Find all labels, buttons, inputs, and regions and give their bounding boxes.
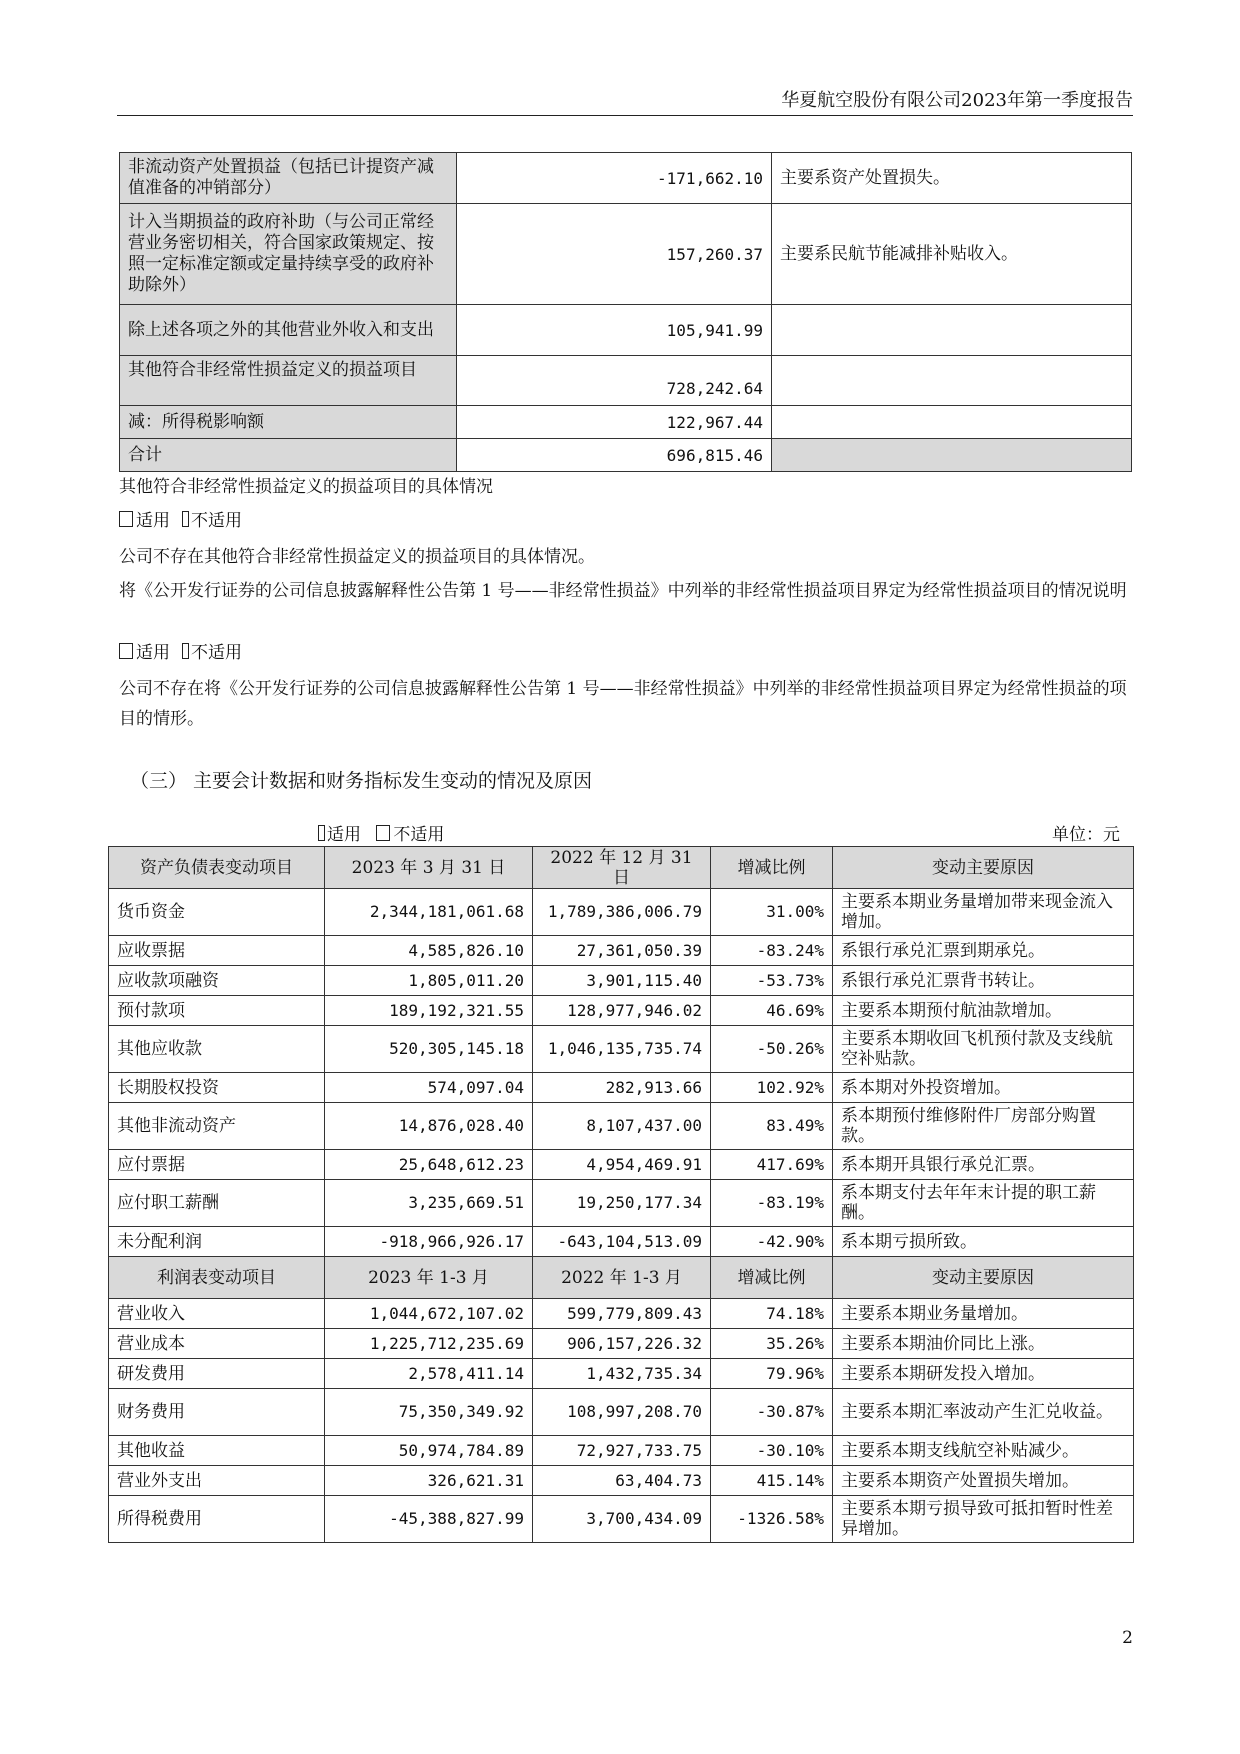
current-value-cell: 189,192,321.55 [325,996,533,1026]
current-value-cell: 50,974,784.89 [325,1436,533,1466]
change-ratio-cell: -30.10% [711,1436,833,1466]
item-cell: 其他符合非经常性损益定义的损益项目 [120,356,457,406]
item-cell: 除上述各项之外的其他营业外收入和支出 [120,305,457,356]
header-cell: 利润表变动项目 [109,1257,325,1299]
change-ratio-cell: 102.92% [711,1073,833,1103]
current-value-cell: -45,388,827.99 [325,1496,533,1543]
header-rule [117,115,1133,116]
current-value-cell: -918,966,926.17 [325,1227,533,1257]
item-cell: 营业成本 [109,1329,325,1359]
table-row [120,204,1132,305]
change-ratio-cell: -83.24% [711,936,833,966]
change-ratio-cell: 46.69% [711,996,833,1026]
change-ratio-cell: 83.49% [711,1103,833,1150]
reason-cell: 主要系本期预付航油款增加。 [833,996,1134,1026]
reason-cell: 主要系本期汇率波动产生汇兑收益。 [833,1389,1134,1436]
item-cell: 计入当期损益的政府补助（与公司正常经营业务密切相关，符合国家政策规定、按照一定标准定额或定量持续享受的政府补助除外） [120,204,457,305]
item-cell: 货币资金 [109,889,325,936]
header-cell: 2023 年 3 月 31 日 [325,847,533,889]
item-cell: 合计 [120,439,457,472]
checkbox-not-applicable[interactable] [182,643,189,659]
prior-value-cell: 1,432,735.34 [533,1359,711,1389]
prior-value-cell: 4,954,469.91 [533,1150,711,1180]
table-row [109,889,1134,936]
table-row [109,1073,1134,1103]
note-cell: 主要系民航节能减排补贴收入。 [772,204,1132,305]
table-row [120,153,1132,204]
prior-value-cell: 3,901,115.40 [533,966,711,996]
reason-cell: 主要系本期研发投入增加。 [833,1359,1134,1389]
prior-value-cell: 599,779,809.43 [533,1299,711,1329]
item-cell: 财务费用 [109,1389,325,1436]
prior-value-cell: 63,404.73 [533,1466,711,1496]
amount-cell: 696,815.46 [457,439,772,472]
item-cell: 应付职工薪酬 [109,1180,325,1227]
prior-value-cell: 108,997,208.70 [533,1389,711,1436]
report-header: 华夏航空股份有限公司2023年第一季度报告 [781,90,1133,111]
change-ratio-cell: 415.14% [711,1466,833,1496]
table-row [109,1436,1134,1466]
table-row [120,406,1132,439]
prior-value-cell: 27,361,050.39 [533,936,711,966]
reason-cell: 主要系本期亏损导致可抵扣暂时性差异增加。 [833,1496,1134,1543]
header-cell: 2022 年 1-3 月 [533,1257,711,1299]
prior-value-cell: 8,107,437.00 [533,1103,711,1150]
note-cell [772,305,1132,356]
change-ratio-cell: 417.69% [711,1150,833,1180]
table-row [120,356,1132,406]
option-label: 不适用 [191,511,242,531]
reason-cell: 主要系本期业务量增加带来现金流入增加。 [833,889,1134,936]
change-ratio-cell: -83.19% [711,1180,833,1227]
table-row [109,1389,1134,1436]
table-row [109,1359,1134,1389]
table-row [109,1329,1134,1359]
current-value-cell: 326,621.31 [325,1466,533,1496]
checkbox-not-applicable[interactable] [182,511,189,527]
section-title: （三） 主要会计数据和财务指标发生变动的情况及原因 [130,770,593,792]
current-value-cell: 2,578,411.14 [325,1359,533,1389]
item-cell: 应付票据 [109,1150,325,1180]
reason-cell: 系本期预付维修附件厂房部分购置款。 [833,1103,1134,1150]
prior-value-cell: 72,927,733.75 [533,1436,711,1466]
prior-value-cell: -643,104,513.09 [533,1227,711,1257]
table-header-row [109,1257,1134,1299]
change-ratio-cell: -53.73% [711,966,833,996]
reason-cell: 主要系本期资产处置损失增加。 [833,1466,1134,1496]
page-number: 2 [1122,1628,1133,1648]
item-cell: 营业收入 [109,1299,325,1329]
header-cell: 变动主要原因 [833,1257,1134,1299]
note-cell [772,406,1132,439]
item-cell: 其他应收款 [109,1026,325,1073]
item-cell: 营业外支出 [109,1466,325,1496]
current-value-cell: 4,585,826.10 [325,936,533,966]
item-cell: 其他收益 [109,1436,325,1466]
table-row [109,1150,1134,1180]
item-cell: 研发费用 [109,1359,325,1389]
checkbox-applicable[interactable] [119,643,133,659]
amount-cell: -171,662.10 [457,153,772,204]
checkbox-not-applicable[interactable] [376,825,390,841]
note-cell [772,356,1132,406]
unit-label: 单位：元 [1052,825,1120,845]
change-ratio-cell: -42.90% [711,1227,833,1257]
reason-cell: 系本期支付去年年末计提的职工薪酬。 [833,1180,1134,1227]
table-row [109,1466,1134,1496]
change-ratio-cell: 31.00% [711,889,833,936]
prior-value-cell: 128,977,946.02 [533,996,711,1026]
table-header-row [109,847,1134,889]
current-value-cell: 3,235,669.51 [325,1180,533,1227]
amount-cell: 105,941.99 [457,305,772,356]
option-label: 适用 [136,511,170,531]
option-label: 不适用 [393,825,445,845]
prior-value-cell: 19,250,177.34 [533,1180,711,1227]
table-row [120,305,1132,356]
item-cell: 非流动资产处置损益（包括已计提资产减值准备的冲销部分） [120,153,457,204]
applicable-options [318,820,444,845]
table-row [109,996,1134,1026]
table-row [109,1299,1134,1329]
checkbox-applicable[interactable] [318,825,325,841]
change-ratio-cell: -1326.58% [711,1496,833,1543]
item-cell: 未分配利润 [109,1227,325,1257]
change-table [108,846,1134,1543]
paragraph: 公司不存在将《公开发行证券的公司信息披露解释性公告第 1 号——非经常性损益》中列举的非经常性损益项目界定为经常性损益的项目的情形。 [119,679,1127,729]
amount-cell: 157,260.37 [457,204,772,305]
prior-value-cell: 282,913.66 [533,1073,711,1103]
change-ratio-cell: 79.96% [711,1359,833,1389]
table-row [109,936,1134,966]
header-cell: 增减比例 [711,1257,833,1299]
amount-cell: 728,242.64 [457,356,772,406]
current-value-cell: 25,648,612.23 [325,1150,533,1180]
reason-cell: 主要系本期业务量增加。 [833,1299,1134,1329]
header-cell: 资产负债表变动项目 [109,847,325,889]
option-label: 适用 [136,643,170,663]
item-cell: 应收款项融资 [109,966,325,996]
reason-cell: 系本期开具银行承兑汇票。 [833,1150,1134,1180]
item-cell: 预付款项 [109,996,325,1026]
reason-cell: 主要系本期收回飞机预付款及支线航空补贴款。 [833,1026,1134,1073]
change-ratio-cell: 74.18% [711,1299,833,1329]
current-value-cell: 14,876,028.40 [325,1103,533,1150]
amount-cell: 122,967.44 [457,406,772,439]
header-cell: 2023 年 1-3 月 [325,1257,533,1299]
note-cell [772,439,1132,472]
current-value-cell: 1,225,712,235.69 [325,1329,533,1359]
header-cell: 2022 年 12 月 31 日 [533,847,711,889]
current-value-cell: 75,350,349.92 [325,1389,533,1436]
reason-cell: 系本期对外投资增加。 [833,1073,1134,1103]
table-row [109,1026,1134,1073]
header-cell: 增减比例 [711,847,833,889]
table-row [109,1180,1134,1227]
paragraph: 公司不存在其他符合非经常性损益定义的损益项目的具体情况。 [119,547,595,567]
header-cell: 变动主要原因 [833,847,1134,889]
option-label: 不适用 [191,643,242,663]
table-row [120,439,1132,472]
prior-value-cell: 1,046,135,735.74 [533,1026,711,1073]
item-cell: 其他非流动资产 [109,1103,325,1150]
prior-value-cell: 3,700,434.09 [533,1496,711,1543]
option-label: 适用 [327,825,361,845]
item-cell: 减：所得税影响额 [120,406,457,439]
prior-value-cell: 1,789,386,006.79 [533,889,711,936]
paragraph: 其他符合非经常性损益定义的损益项目的具体情况 [119,477,493,497]
note-cell: 主要系资产处置损失。 [772,153,1132,204]
item-cell: 长期股权投资 [109,1073,325,1103]
table-row [109,1103,1134,1150]
reason-cell: 系银行承兑汇票背书转让。 [833,966,1134,996]
reason-cell: 系本期亏损所致。 [833,1227,1134,1257]
prior-value-cell: 906,157,226.32 [533,1329,711,1359]
change-ratio-cell: 35.26% [711,1329,833,1359]
current-value-cell: 520,305,145.18 [325,1026,533,1073]
current-value-cell: 2,344,181,061.68 [325,889,533,936]
non-recurring-table [119,152,1132,472]
table-row [109,1496,1134,1543]
applicable-options [119,638,1131,668]
current-value-cell: 574,097.04 [325,1073,533,1103]
change-ratio-cell: -30.87% [711,1389,833,1436]
item-cell: 所得税费用 [109,1496,325,1543]
reason-cell: 主要系本期支线航空补贴减少。 [833,1436,1134,1466]
reason-cell: 系银行承兑汇票到期承兑。 [833,936,1134,966]
applicable-options [119,506,1131,536]
change-ratio-cell: -50.26% [711,1026,833,1073]
item-cell: 应收票据 [109,936,325,966]
current-value-cell: 1,805,011.20 [325,966,533,996]
checkbox-applicable[interactable] [119,511,133,527]
current-value-cell: 1,044,672,107.02 [325,1299,533,1329]
table-row [109,1227,1134,1257]
table-row [109,966,1134,996]
reason-cell: 主要系本期油价同比上涨。 [833,1329,1134,1359]
paragraph: 将《公开发行证券的公司信息披露解释性公告第 1 号——非经常性损益》中列举的非经常性损益项目界定为经常性损益项目的情况说明 [119,581,1127,601]
